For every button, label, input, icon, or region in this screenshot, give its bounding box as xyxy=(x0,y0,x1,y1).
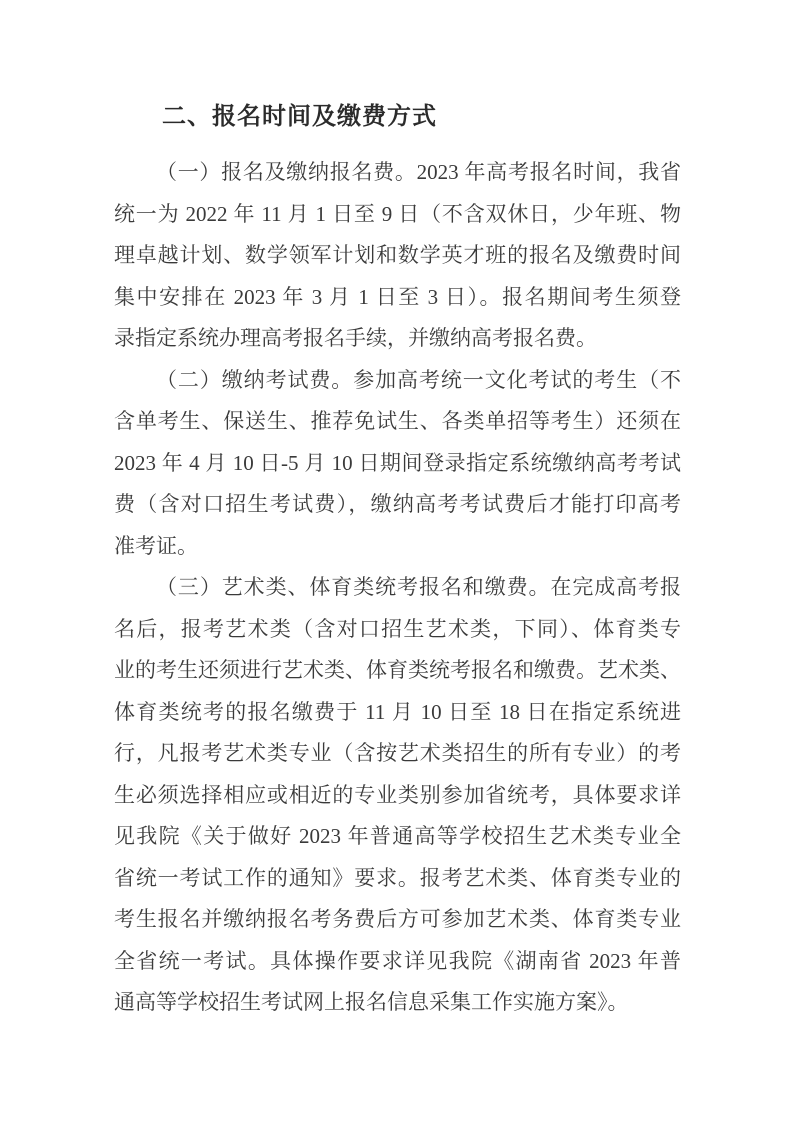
paragraph-art-sports-registration xyxy=(114,567,681,1024)
text-line: 2023 年 4 月 10 日-5 月 10 日期间登录指定系统缴纳高考考试 xyxy=(114,450,681,475)
text-line: 通高等学校招生考试网上报名信息采集工作实施方案》。 xyxy=(114,990,629,1014)
text-line: 全省统一考试。具体操作要求详见我院《湖南省 2023 年普 xyxy=(114,948,681,973)
text-line: （三）艺术类、体育类统考报名和缴费。在完成高考报 xyxy=(156,575,681,599)
text-line: （一）报名及缴纳报名费。2023 年高考报名时间，我省 xyxy=(156,160,681,184)
text-line: 省统一考试工作的通知》要求。报考艺术类、体育类专业的 xyxy=(114,865,681,890)
text-line: 名后，报考艺术类（含对口招生艺术类，下同）、体育类专 xyxy=(114,616,681,641)
paragraph-registration-fee xyxy=(114,152,681,360)
text-line: 费（含对口招生考试费），缴纳高考考试费后才能打印高考 xyxy=(114,492,681,516)
text-line: 准考证。 xyxy=(114,533,198,558)
text-line: 考生报名并缴纳报名考务费后方可参加艺术类、体育类专业 xyxy=(114,907,681,931)
text-line: 理卓越计划、数学领军计划和数学英才班的报名及缴费时间 xyxy=(114,243,681,267)
paragraph-exam-fee xyxy=(114,360,681,568)
text-line: 集中安排在 2023 年 3 月 1 日至 3 日）。报名期间考生须登 xyxy=(114,284,681,309)
text-line: 含单考生、保送生、推荐免试生、各类单招等考生）还须在 xyxy=(114,409,681,433)
text-line: 业的考生还须进行艺术类、体育类统考报名和缴费。艺术类、 xyxy=(114,658,681,682)
section-heading: 二、报名时间及缴费方式 xyxy=(162,103,437,130)
text-line: 见我院《关于做好 2023 年普通高等学校招生艺术类专业全 xyxy=(114,824,681,848)
text-line: 统一为 2022 年 11 月 1 日至 9 日（不含双休日，少年班、物 xyxy=(114,201,681,226)
text-line: 录指定系统办理高考报名手续，并缴纳高考报名费。 xyxy=(114,326,597,350)
text-line: （二）缴纳考试费。参加高考统一文化考试的考生（不 xyxy=(156,367,681,392)
text-line: 生必须选择相应或相近的专业类别参加省统考，具体要求详 xyxy=(114,782,681,807)
text-line: 行，凡报考艺术类专业（含按艺术类招生的所有专业）的考 xyxy=(114,741,681,765)
text-line: 体育类统考的报名缴费于 11 月 10 日至 18 日在指定系统进 xyxy=(114,699,681,724)
